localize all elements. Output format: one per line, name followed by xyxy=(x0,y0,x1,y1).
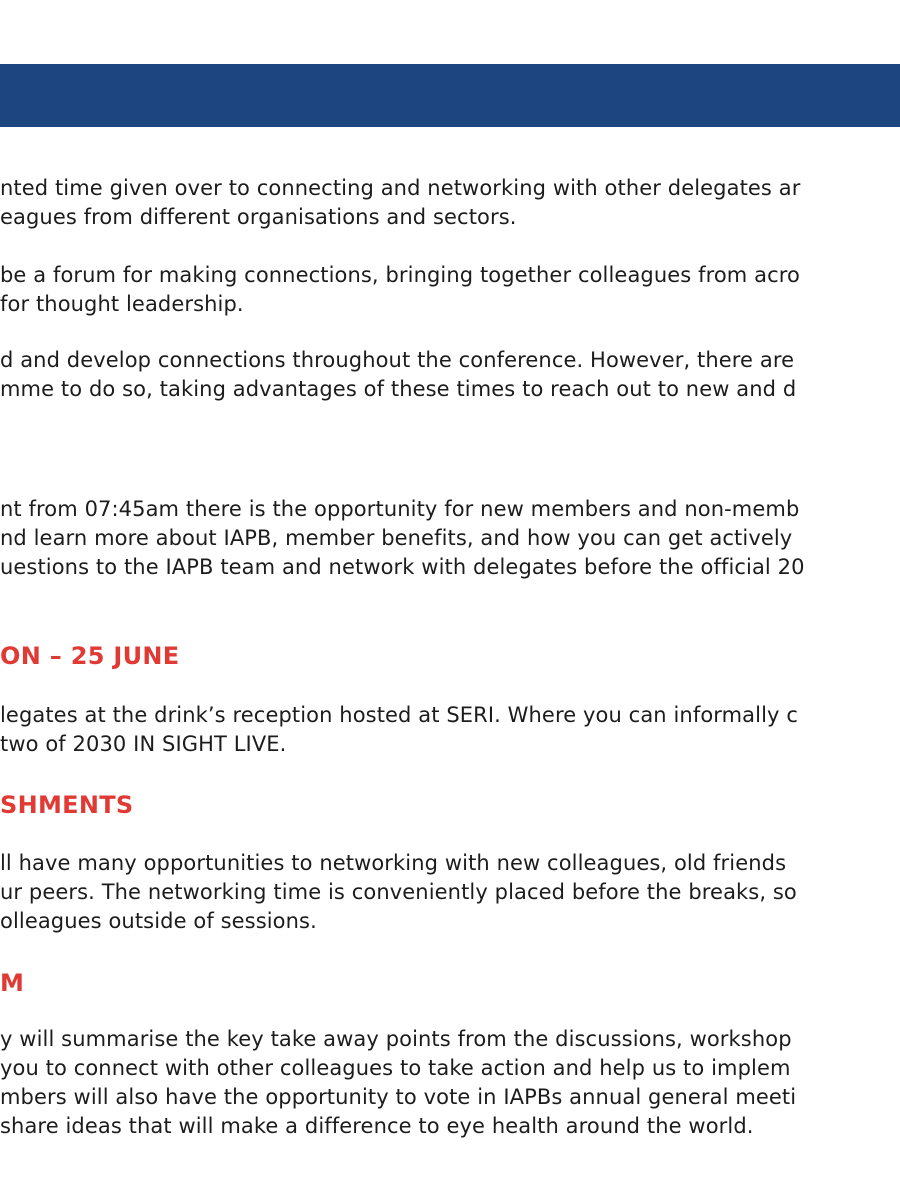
intro-paragraph-4-line-2: nd learn more about IAPB, member benefits, and how you can get actively xyxy=(0,526,793,550)
intro-paragraph-4-line-3: uestions to the IAPB team and network with delegates before the official 20 xyxy=(0,555,805,579)
section-closing-line-3: mbers will also have the opportunity to vote in IAPBs annual general meeti xyxy=(0,1085,797,1109)
section-heading-closing: M xyxy=(0,969,25,997)
section-refreshments-line-2: ur peers. The networking time is conveniently placed before the breaks, so xyxy=(0,880,797,904)
intro-paragraph-1-line-1: nted time given over to connecting and networking with other delegates ar xyxy=(0,176,801,200)
intro-paragraph-3-line-1: d and develop connections throughout the conference. However, there are xyxy=(0,348,795,372)
section-heading-refreshments: SHMENTS xyxy=(0,791,134,819)
section-reception-line-2: two of 2030 IN SIGHT LIVE. xyxy=(0,732,287,756)
section-closing-line-1: y will summarise the key take away points from the discussions, workshop xyxy=(0,1027,792,1051)
intro-paragraph-2-line-1: be a forum for making connections, bringing together colleagues from acro xyxy=(0,263,800,287)
intro-paragraph-2-line-2: for thought leadership. xyxy=(0,292,244,316)
section-heading-reception: ON – 25 JUNE xyxy=(0,642,180,670)
intro-paragraph-4-line-1: nt from 07:45am there is the opportunity for new members and non-memb xyxy=(0,497,800,521)
section-closing-line-2: you to connect with other colleagues to take action and help us to implem xyxy=(0,1056,791,1080)
intro-paragraph-1-line-2: eagues from different organisations and sectors. xyxy=(0,205,517,229)
section-refreshments-line-1: ll have many opportunities to networking with new colleagues, old friends xyxy=(0,851,787,875)
intro-paragraph-3-line-2: mme to do so, taking advantages of these times to reach out to new and d xyxy=(0,377,797,401)
section-closing-line-4: share ideas that will make a difference to eye health around the world. xyxy=(0,1114,754,1138)
section-refreshments-line-3: olleagues outside of sessions. xyxy=(0,909,317,933)
section-reception-line-1: legates at the drink’s reception hosted at SERI. Where you can informally c xyxy=(0,703,798,727)
